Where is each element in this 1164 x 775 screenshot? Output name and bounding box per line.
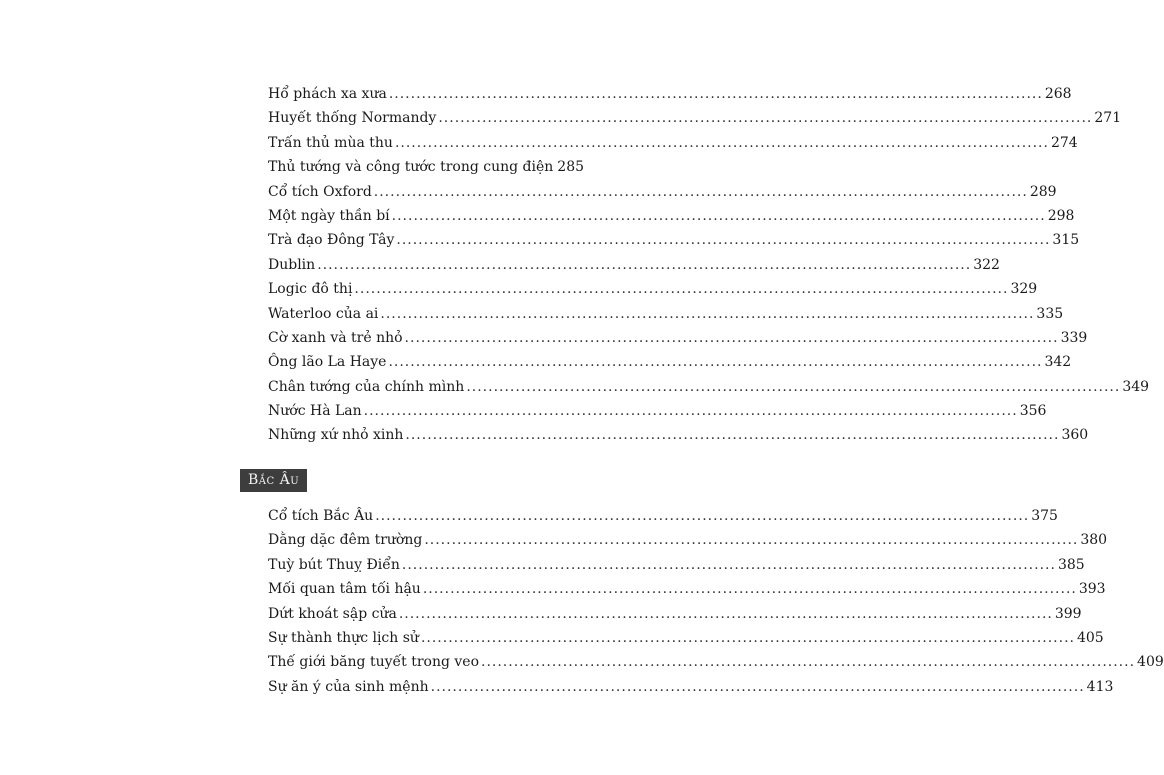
toc-entry-page: 349 xyxy=(1122,378,1150,395)
toc-entry-title: Nước Hà Lan xyxy=(268,403,362,420)
dot-leader xyxy=(388,354,1042,370)
toc-entry xyxy=(268,605,1082,630)
toc-entry xyxy=(268,232,1080,256)
dot-leader xyxy=(380,306,1034,322)
toc-entry-page: 342 xyxy=(1044,354,1072,371)
dot-leader xyxy=(399,606,1053,622)
toc-entry-page: 268 xyxy=(1044,86,1072,102)
toc-entry xyxy=(268,329,1088,354)
dot-leader xyxy=(405,427,1059,443)
dot-leader xyxy=(405,330,1059,346)
toc-entry-page: 271 xyxy=(1094,110,1122,127)
dot-leader xyxy=(423,581,1077,597)
toc-entry-title: Hổ phách xa xưa xyxy=(268,86,387,102)
toc-entry-page: 356 xyxy=(1019,403,1047,420)
toc-entry-title: Những xứ nhỏ xinh xyxy=(268,427,404,444)
dot-leader xyxy=(395,135,1049,151)
dot-leader xyxy=(431,679,1085,695)
dot-leader xyxy=(481,654,1135,670)
toc-entry-title: Sự thành thực lịch sử xyxy=(268,629,419,646)
toc-entry-title: Tuỳ bút Thuỵ Điển xyxy=(268,556,400,573)
toc-entry-title: Thủ tướng và công tước trong cung điện xyxy=(268,159,554,176)
toc-entry-page: 285 xyxy=(557,159,585,176)
dot-leader xyxy=(402,557,1056,573)
toc-entry-page: 315 xyxy=(1052,232,1080,249)
toc-entry-page: 399 xyxy=(1054,605,1082,622)
toc-entry xyxy=(268,403,1047,427)
toc-entry-title: Chân tướng của chính mình xyxy=(268,378,465,395)
toc-entry xyxy=(268,281,1038,305)
dot-leader xyxy=(438,110,1092,126)
toc-entry xyxy=(268,581,1106,605)
toc-entry-title: Thế giới băng tuyết trong veo xyxy=(268,654,479,671)
toc-entry xyxy=(268,654,1164,678)
toc-entry xyxy=(268,427,1089,451)
dot-leader xyxy=(466,379,1120,395)
toc-entry-title: Sự ăn ý của sinh mệnh xyxy=(268,678,429,695)
toc-entry-title: Trà đạo Đông Tây xyxy=(268,232,395,249)
toc-entry xyxy=(268,207,1075,232)
toc-entry-title: Cổ tích Oxford xyxy=(268,183,372,200)
dot-leader xyxy=(374,184,1028,200)
dot-leader xyxy=(421,630,1075,646)
toc-entry-page: 409 xyxy=(1137,654,1164,671)
dot-leader xyxy=(424,532,1078,548)
toc-entry-page: 289 xyxy=(1029,183,1057,200)
toc-entry xyxy=(268,532,1108,556)
toc-entry-page: 322 xyxy=(973,256,1000,273)
toc-entry xyxy=(268,256,1000,281)
dot-leader xyxy=(375,508,1029,524)
toc-entry-title: Dublin xyxy=(268,256,316,273)
toc-entry-page: 385 xyxy=(1057,556,1085,573)
toc-entry-page: 298 xyxy=(1047,207,1075,224)
toc-entry-title: Mối quan tâm tối hậu xyxy=(268,581,421,598)
toc-entry xyxy=(268,159,585,183)
dot-leader xyxy=(389,86,1043,102)
toc-entry-title: Dằng dặc đêm trường xyxy=(268,532,423,549)
toc-entry-title: Cờ xanh và trẻ nhỏ xyxy=(268,329,403,346)
toc-entry-page: 360 xyxy=(1061,427,1089,444)
toc-entry-title: Huyết thống Normandy xyxy=(268,110,437,127)
toc-entry-page: 329 xyxy=(1010,281,1038,298)
toc-entry xyxy=(268,678,1114,703)
toc-entry-page: 339 xyxy=(1060,329,1088,346)
toc-entry-page: 380 xyxy=(1080,532,1108,549)
dot-leader xyxy=(317,257,971,273)
table-of-contents-part-one xyxy=(268,86,1150,452)
section-heading-badge: Bắc Âu xyxy=(240,469,307,492)
toc-entry-page: 393 xyxy=(1078,581,1106,598)
dot-leader xyxy=(392,208,1046,224)
dot-leader xyxy=(364,403,1018,419)
toc-entry xyxy=(268,86,1072,110)
toc-entry-title: Trấn thủ mùa thu xyxy=(268,134,393,151)
toc-entry-title: Waterloo của ai xyxy=(268,305,379,322)
toc-entry xyxy=(268,508,1058,532)
toc-entry-page: 405 xyxy=(1076,629,1104,646)
toc-entry-page: 274 xyxy=(1050,134,1078,151)
toc-entry-title: Logic đô thị xyxy=(268,281,353,298)
toc-entry xyxy=(268,183,1057,208)
dot-leader xyxy=(396,232,1050,248)
toc-entry xyxy=(268,378,1150,403)
toc-entry-page: 375 xyxy=(1031,508,1058,524)
toc-entry-title: Một ngày thần bí xyxy=(268,207,390,224)
toc-entry xyxy=(268,556,1085,581)
toc-entry xyxy=(268,354,1072,378)
toc-entry-page: 335 xyxy=(1036,305,1064,322)
toc-entry xyxy=(268,629,1104,654)
toc-entry-title: Cổ tích Bắc Âu xyxy=(268,508,374,524)
toc-entry-title: Ông lão La Haye xyxy=(268,354,387,371)
toc-entry xyxy=(268,305,1064,330)
toc-entry xyxy=(268,134,1078,159)
toc-entry-page: 413 xyxy=(1086,678,1114,695)
toc-entry-title: Dứt khoát sập cửa xyxy=(268,605,397,622)
table-of-contents-part-two xyxy=(268,508,1164,703)
dot-leader xyxy=(354,281,1008,297)
toc-entry xyxy=(268,110,1122,134)
